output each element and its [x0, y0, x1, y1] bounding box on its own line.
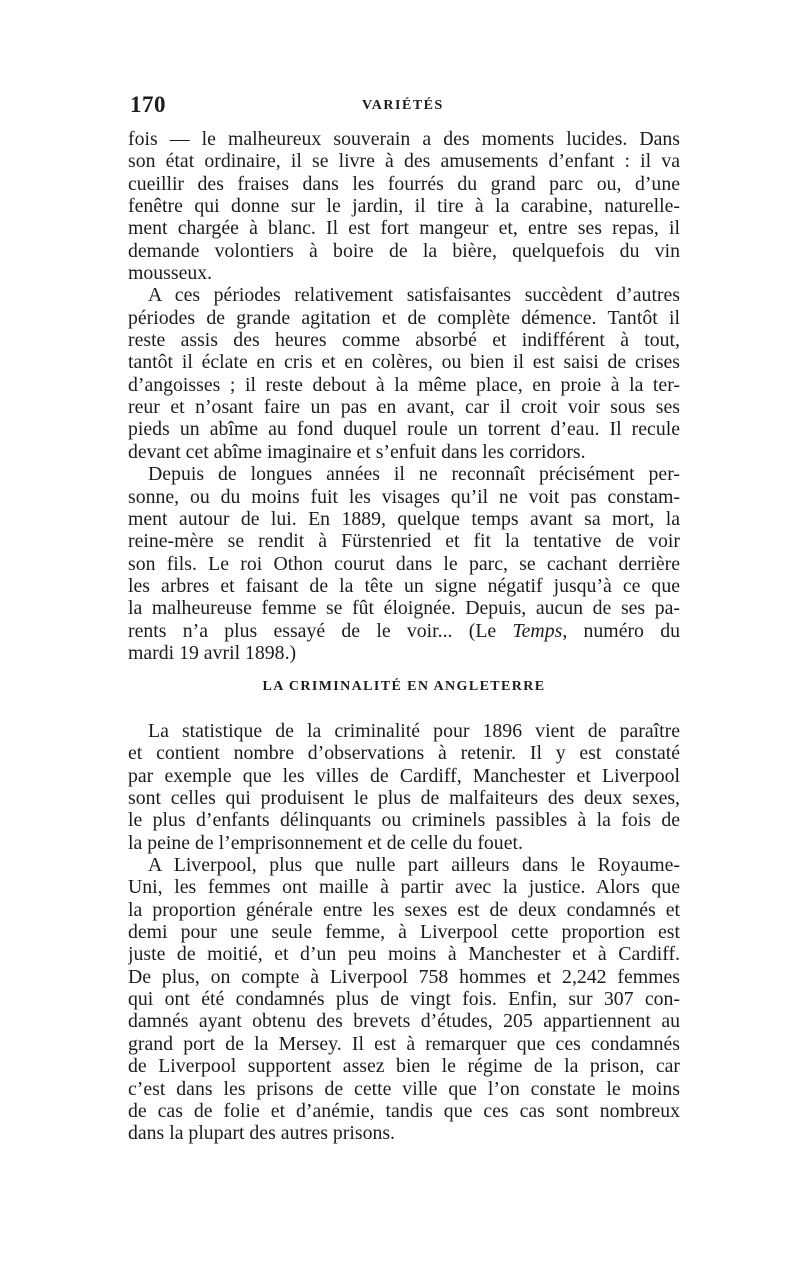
page-header	[130, 92, 680, 122]
text-line: demande volontiers à boire de la bière, quelquefois du vin	[128, 239, 680, 262]
text-line: A ces périodes relativement satisfaisantes succèdent d’autres	[148, 284, 680, 307]
citation-suffix: , numéro du	[562, 619, 680, 642]
text-line: la malheureuse femme se fût éloignée. Depuis, aucun de ses pa-	[128, 597, 680, 620]
text-line: La statistique de la criminalité pour 1896 vient de paraître	[148, 720, 680, 742]
text-line: périodes de grande agitation et de complète démence. Tantôt il	[128, 306, 680, 329]
text-line: tantôt il éclate en cris et en colères, ou bien il est saisi de crises	[128, 351, 680, 374]
text-line: les arbres et faisant de la tête un signe négatif jusqu’à ce que	[128, 574, 680, 597]
text-line: A Liverpool, plus que nulle part ailleurs dans le Royaume-	[148, 854, 680, 877]
text-line-citation	[128, 620, 680, 642]
text-line: de Liverpool supportent assez bien le régime de la prison, car	[128, 1055, 680, 1078]
text-line: par exemple que les villes de Cardiff, Manchester et Liverpool	[128, 764, 680, 787]
text-line: demi pour une seule femme, à Liverpool cette proportion est	[128, 921, 680, 944]
newspaper-title: Temps	[512, 619, 563, 642]
text-line: sont celles qui produisent le plus de malfaiteurs des deux sexes,	[128, 787, 680, 810]
article-body	[128, 720, 680, 1145]
text-line: juste de moitié, et d’un peu moins à Manchester et à Cardiff.	[128, 943, 680, 966]
text-line: d’angoisses ; il reste debout à la même place, en proie à la ter-	[128, 373, 680, 396]
text-line: Depuis de longues années il ne reconnaît précisément per-	[148, 463, 680, 486]
text-line: c’est dans les prisons de cette ville que l’on constate le moins	[128, 1077, 680, 1100]
text-line: devant cet abîme imaginaire et s’enfuit dans les corridors.	[128, 440, 586, 463]
text-line: dans la plupart des autres prisons.	[128, 1122, 395, 1145]
text-line: ment autour de lui. En 1889, quelque temps avant sa mort, la	[128, 507, 680, 530]
text-line: sonne, ou du moins fuit les visages qu’il ne voit pas constam-	[128, 485, 680, 508]
text-line: De plus, on compte à Liverpool 758 hommes et 2,242 femmes	[128, 965, 680, 988]
citation-text: rents n’a plus essayé de le voir... (Le	[128, 619, 497, 642]
text-line: reine-mère se rendit à Fürstenried et fit la tentative de voir	[128, 530, 680, 553]
text-line: damnés ayant obtenu des brevets d’études, 205 appartiennent au	[128, 1010, 680, 1033]
text-line: et contient nombre d’observations à retenir. Il y est constaté	[128, 742, 680, 765]
running-head: VARIÉTÉS	[362, 98, 444, 113]
text-line: mardi 19 avril 1898.)	[128, 641, 297, 664]
text-line: fois — le malheureux souverain a des moments lucides. Dans	[128, 128, 680, 150]
text-line: pieds un abîme au fond duquel roule un torrent d’eau. Il recule	[128, 418, 680, 441]
text-line: de cas de folie et d’anémie, tandis que ces cas sont nombreux	[128, 1099, 680, 1122]
text-line: ment chargée à blanc. Il est fort mangeur et, entre ses repas, il	[128, 217, 680, 240]
text-line: grand port de la Mersey. Il est à remarquer que ces condamnés	[128, 1032, 680, 1055]
text-line: cueillir des fraises dans les fourrés du grand parc ou, d’une	[128, 172, 680, 195]
text-line: reste assis des heures comme absorbé et indifférent à tout,	[128, 329, 680, 352]
text-line: la peine de l’emprisonnement et de celle du fouet.	[128, 831, 523, 854]
text-line: fenêtre qui donne sur le jardin, il tire à la carabine, naturelle-	[128, 195, 680, 218]
text-line: qui ont été condamnés plus de vingt fois. Enfin, sur 307 con-	[128, 988, 680, 1011]
text-line: son fils. Le roi Othon courut dans le parc, se cachant derrière	[128, 552, 680, 575]
article-body	[128, 128, 680, 664]
text-line: son état ordinaire, il se livre à des amusements d’enfant : il va	[128, 150, 680, 173]
text-line: la proportion générale entre les sexes est de deux condamnés et	[128, 898, 680, 921]
page-number: 170	[130, 92, 166, 117]
text-line: Uni, les femmes ont maille à partir avec la justice. Alors que	[128, 876, 680, 899]
text-line: le plus d’enfants délinquants ou criminels passibles à la fois de	[128, 809, 680, 832]
section-heading: LA CRIMINALITÉ EN ANGLETERRE	[262, 679, 546, 694]
text-line: reur et n’osant faire un pas en avant, car il croit voir sous ses	[128, 396, 680, 419]
text-line: mousseux.	[128, 262, 213, 285]
